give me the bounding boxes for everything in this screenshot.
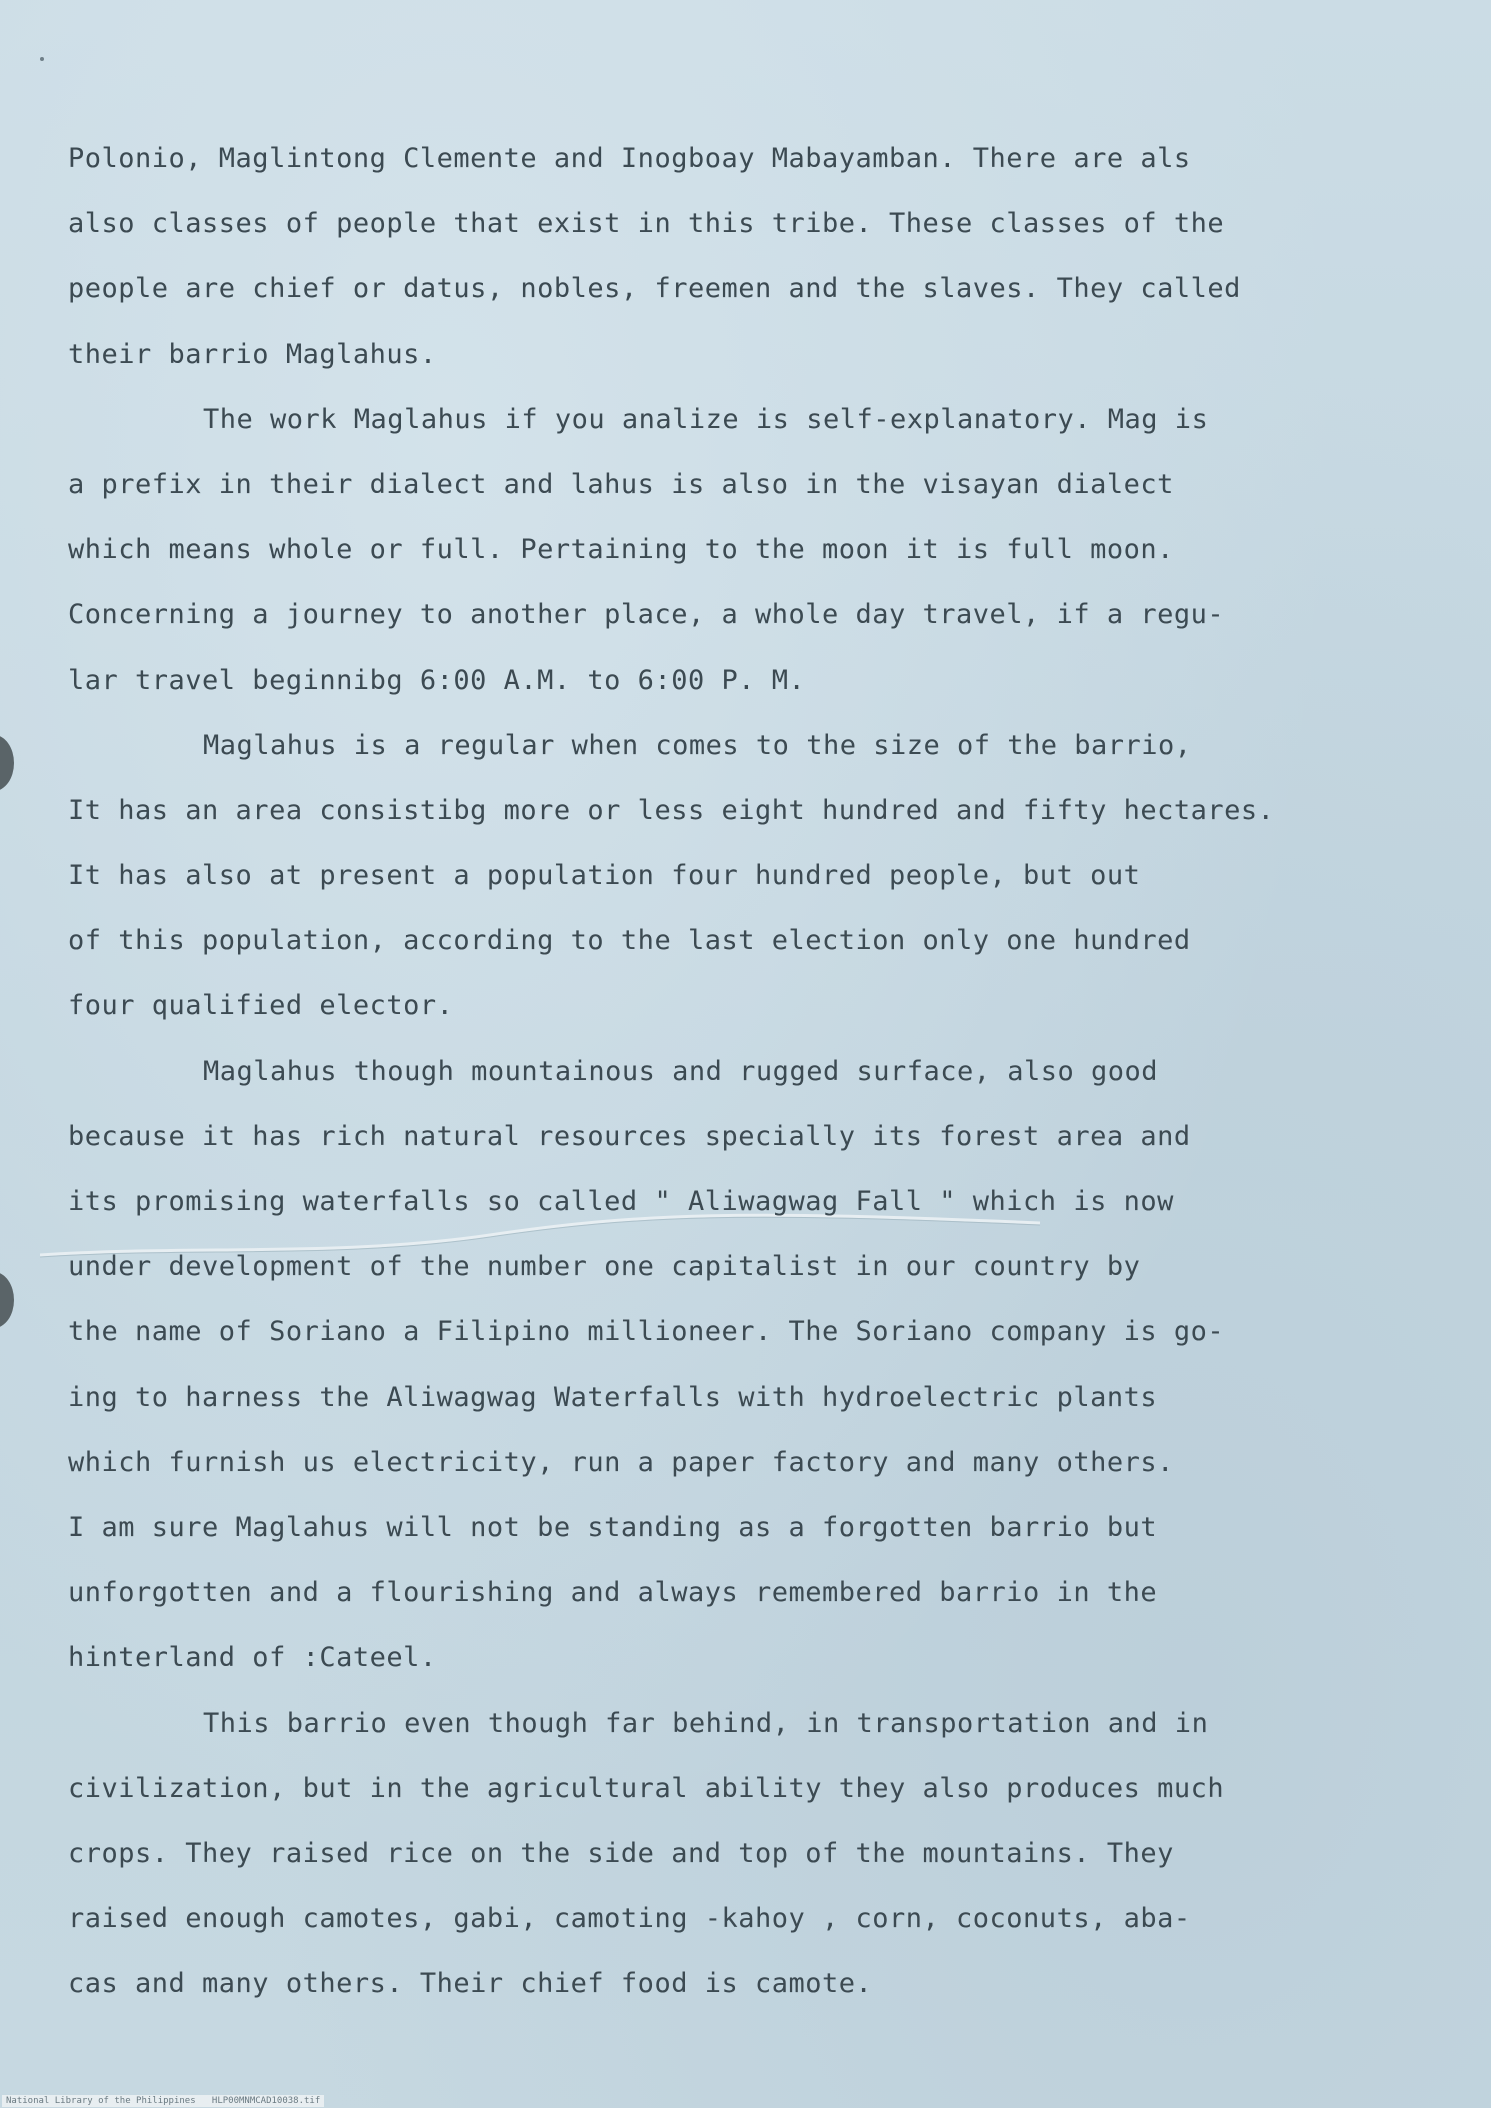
paragraph <box>68 1039 1468 1691</box>
text-line: I am sure Maglahus will not be standing as a forgotten barrio but <box>68 1511 1158 1543</box>
text-line: unforgotten and a flourishing and always remembered barrio in the <box>68 1577 1158 1609</box>
text-line: which means whole or full. Pertaining to the moon it is full moon. <box>68 534 1174 566</box>
text-line: four qualified elector. <box>68 990 454 1022</box>
text-line: civilization, but in the agricultural ability they also produces much <box>68 1772 1225 1804</box>
paragraph <box>68 713 1468 1039</box>
text-line: because it has rich natural resources specially its forest area and <box>68 1120 1191 1152</box>
text-line: lar travel beginnibg 6:00 A.M. to 6:00 P. M. <box>68 664 806 696</box>
text-line: which furnish us electricity, run a paper factory and many others. <box>68 1446 1174 1478</box>
text-line: Maglahus is a regular when comes to the size of the barrio, <box>203 729 1192 761</box>
punch-hole-lower <box>0 1272 14 1328</box>
text-line: It has an area consistibg more or less eight hundred and fifty hectares. <box>68 794 1275 826</box>
typed-text-body <box>68 126 1468 2016</box>
text-line: the name of Soriano a Filipino millioneer. The Soriano company is go- <box>68 1316 1225 1348</box>
text-line: ing to harness the Aliwagwag Waterfalls with hydroelectric plants <box>68 1381 1158 1413</box>
text-line: Polonio, Maglintong Clemente and Inogboay Mabayamban. There are als <box>68 143 1191 174</box>
text-line: Concerning a journey to another place, a whole day travel, if a regu- <box>68 599 1225 631</box>
text-line: its promising waterfalls so called " Aliwagwag Fall " which is now <box>68 1186 1174 1217</box>
text-line: raised enough camotes, gabi, camoting -kahoy , corn, coconuts, aba- <box>68 1903 1191 1935</box>
text-line: a prefix in their dialect and lahus is also in the visayan dialect <box>68 468 1174 500</box>
paper-speck <box>40 57 44 61</box>
text-line: also classes of people that exist in this tribe. These classes of the <box>68 208 1225 240</box>
punch-hole-upper <box>0 735 14 791</box>
paragraph <box>68 126 1468 387</box>
text-line: of this population, according to the last election only one hundred <box>68 925 1191 957</box>
text-line: This barrio even though far behind, in transportation and in <box>203 1707 1209 1739</box>
text-line: hinterland of :Cateel. <box>68 1642 437 1674</box>
text-line: people are chief or datus, nobles, freemen and the slaves. They called <box>68 273 1241 305</box>
text-line: The work Maglahus if you analize is self-explanatory. Mag is <box>203 403 1209 435</box>
text-line: their barrio Maglahus. <box>68 338 437 370</box>
paragraph <box>68 1691 1468 2017</box>
scan-footer: National Library of the Philippines HLP00MNMCAD10038.tif <box>2 2095 324 2107</box>
paragraph <box>68 387 1468 713</box>
text-line: crops. They raised rice on the side and top of the mountains. They <box>68 1837 1174 1869</box>
text-line: cas and many others. Their chief food is camote. <box>68 1968 873 2000</box>
text-line: It has also at present a population four hundred people, but out <box>68 860 1141 892</box>
text-line: Maglahus though mountainous and rugged surface, also good <box>203 1055 1159 1087</box>
text-line: under development of the number one capitalist in our country by <box>68 1251 1141 1283</box>
